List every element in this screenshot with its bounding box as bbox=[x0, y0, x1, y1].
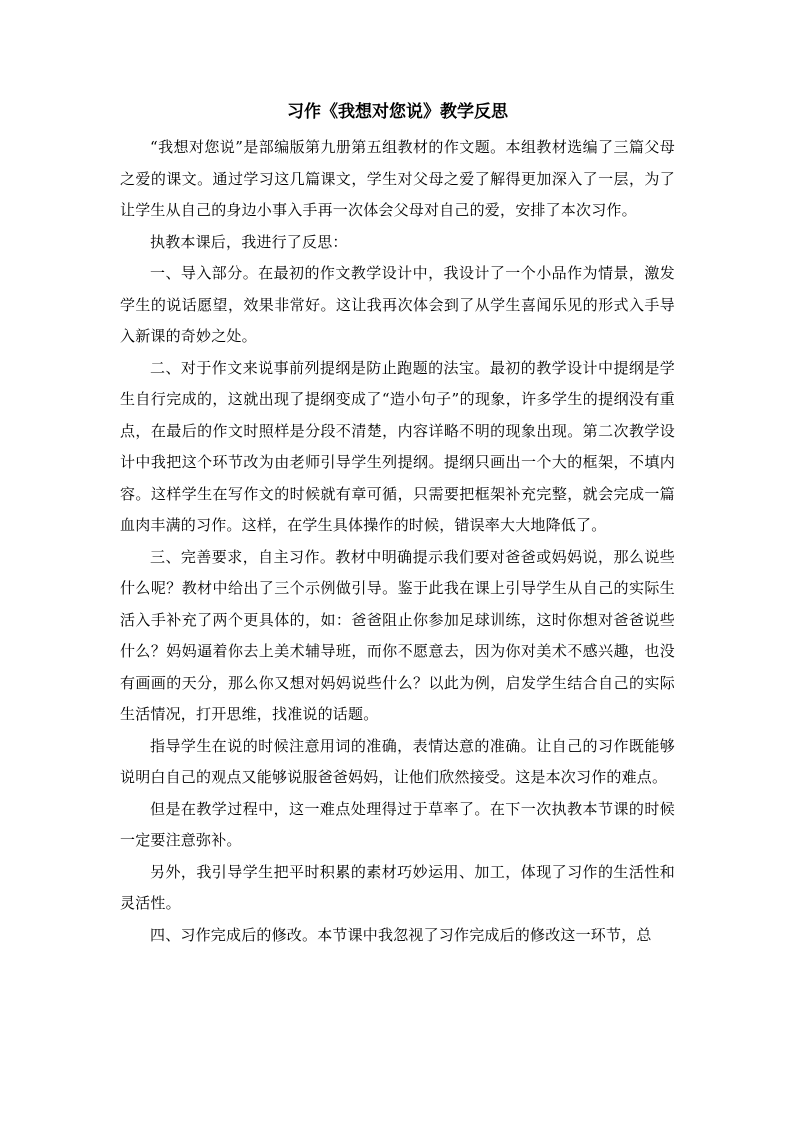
document-title: 习作《我想对您说》教学反思 bbox=[287, 102, 508, 122]
paragraph-point-3: 三、完善要求，自主习作。教材中明确提示我们要对爸爸或妈妈说，那么说些什么呢？教材中给出了三个示例做引导。鉴于此我在课上引导学生从自己的实际生活入手补充了两个更具体的，如：爸爸阻止你参加足球训练，这时你想对爸爸说些什么？妈妈逼着你去上美术辅导班，而你不愿意去，因为你对美术不感兴趣，也没有画画的天分，那么你又想对妈妈说些什么？以此为例，启发学生结合自己的实际生活情况，打开思维，找准说的话题。 bbox=[120, 547, 675, 723]
paragraph-point-2: 二、对于作文来说事前列提纲是防止跑题的法宝。最初的教学设计中提纲是学生自行完成的，这就出现了提纲变成了“造小句子”的现象，许多学生的提纲没有重点，在最后的作文时照样是分段不清楚，内容详略不明的现象出现。第二次教学设计中我把这个环节改为由老师引导学生列提纲。提纲只画出一个大的框架，不填内容。这样学生在写作文的时候就有章可循，只需要把框架补充完整，就会完成一篇血肉丰满的习作。这样，在学生具体操作的时候，错误率大大地降低了。 bbox=[120, 358, 675, 534]
paragraph-intro: “我想对您说”是部编版第九册第五组教材的作文题。本组教材选编了三篇父母之爱的课文。通过学习这几篇课文，学生对父母之爱了解得更加深入了一层，为了让学生从自己的身边小事入手再一次体会父母对自己的爱，安排了本次习作。 bbox=[120, 138, 675, 219]
paragraph-guidance: 指导学生在说的时候注意用词的准确，表情达意的准确。让自己的习作既能够说明白自己的观点又能够说服爸爸妈妈，让他们欣然接受。这是本次习作的难点。 bbox=[120, 736, 675, 786]
paragraph-point-1: 一、导入部分。在最初的作文教学设计中，我设计了一个小品作为情景，激发学生的说话愿望，效果非常好。这让我再次体会到了从学生喜闻乐见的形式入手导入新课的奇妙之处。 bbox=[120, 264, 675, 345]
document-page bbox=[120, 100, 675, 951]
paragraph-reflection-lead: 执教本课后，我进行了反思： bbox=[150, 232, 348, 251]
paragraph-shortcoming: 但是在教学过程中，这一难点处理得过于草率了。在下一次执教本节课的时候一定要注意弥补。 bbox=[120, 799, 675, 849]
paragraph-additional: 另外，我引导学生把平时积累的素材巧妙运用、加工，体现了习作的生活性和灵活性。 bbox=[120, 862, 675, 912]
paragraph-point-4: 四、习作完成后的修改。本节课中我忽视了习作完成后的修改这一环节，总 bbox=[150, 925, 652, 944]
